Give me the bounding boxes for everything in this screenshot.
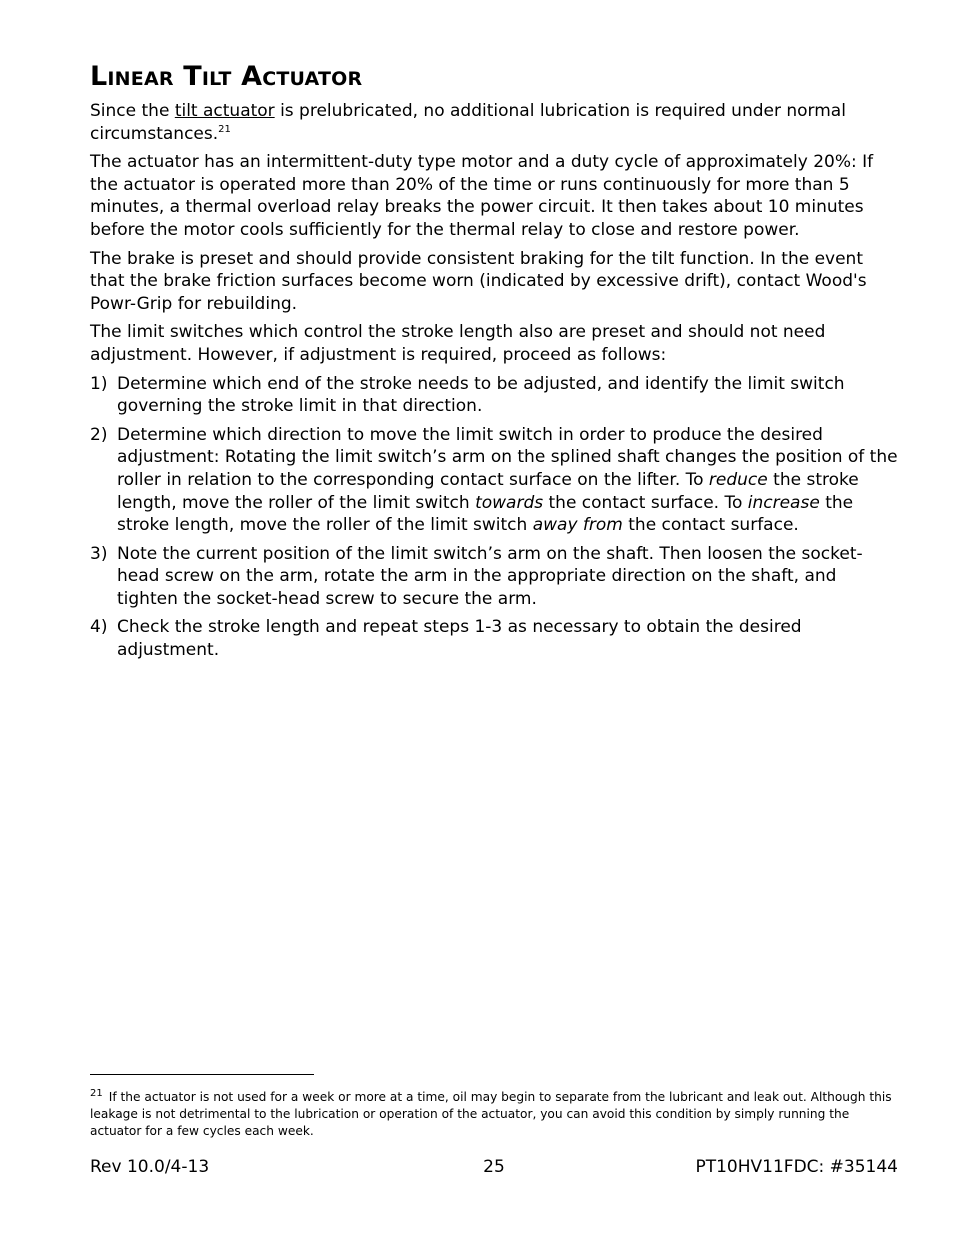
- step-number: 3): [90, 543, 108, 564]
- footnote-number: 21: [90, 1088, 103, 1099]
- footnote-text: If the actuator is not used for a week or more at a time, oil may begin to separate from the lubricant and leak out. Although this leakage is not detrimental to the lubrication or operation of the actuator, you can avoid this condition by simply running the actuator for a few cycles each week.: [90, 1090, 892, 1138]
- paragraph-text: Since the: [90, 101, 175, 121]
- paragraph-lubrication: [90, 100, 898, 145]
- tilt-actuator-link[interactable]: tilt actuator: [174, 101, 275, 121]
- footnote-separator: [90, 1074, 314, 1075]
- list-item: [90, 424, 898, 537]
- section-heading: Linear Tilt Actuator: [90, 61, 363, 92]
- step-text: Determine which direction to move the limit switch in order to produce the desired adjustment: Rotating the limit switch’s arm on the splined shaft changes the position of the roller in relation to the corresponding contact surface on the lifter. To reduce the stroke length, move the roller of the limit switch towards the contact surface. To increase the stroke length, move the roller of the limit switch away from the contact surface.: [117, 424, 898, 536]
- footer-page-number: 25: [483, 1157, 505, 1177]
- paragraph-limit-switches: The limit switches which control the stroke length also are preset and should not need adjustment. However, if adjustment is required, proceed as follows:: [90, 322, 826, 365]
- step-number: 4): [90, 617, 108, 638]
- footer-document-id: PT10HV11FDC: #35144: [695, 1157, 898, 1177]
- paragraph-duty-cycle: The actuator has an intermittent-duty type motor and a duty cycle of approximately 20%: If the actuator is operated more than 20% of the time or runs continuously for more than 5 minutes, a thermal overload relay breaks the power circuit. It then takes about 10 minutes before the motor cools sufficiently for the thermal relay to close and restore power.: [90, 152, 874, 240]
- paragraph-text: is prelubricated, no additional lubrication is required under normal circumstances.: [90, 101, 846, 144]
- list-item: [90, 543, 898, 611]
- step-number: 1): [90, 373, 108, 394]
- list-item: [90, 616, 898, 661]
- adjustment-steps-list: [90, 373, 898, 662]
- step-text: Check the stroke length and repeat steps 1-3 as necessary to obtain the desired adjustment.: [117, 617, 802, 661]
- section-body: [90, 100, 898, 668]
- footer-revision: Rev 10.0/4-13: [90, 1157, 210, 1177]
- step-text: Note the current position of the limit switch’s arm on the shaft. Then loosen the socket-head screw on the arm, rotate the arm in the appropriate direction on the shaft, and tighten the socket-head screw to secure the arm.: [117, 543, 863, 609]
- list-item: [90, 373, 898, 418]
- footnote-reference[interactable]: 21: [218, 123, 231, 135]
- step-number: 2): [90, 424, 108, 445]
- step-text: Determine which end of the stroke needs to be adjusted, and identify the limit switch governing the stroke limit in that direction.: [117, 373, 845, 417]
- footnote: [90, 1089, 898, 1140]
- paragraph-brake: The brake is preset and should provide consistent braking for the tilt function. In the event that the brake friction surfaces become worn (indicated by excessive drift), contact Wood's Powr-Grip for rebuilding.: [90, 248, 867, 314]
